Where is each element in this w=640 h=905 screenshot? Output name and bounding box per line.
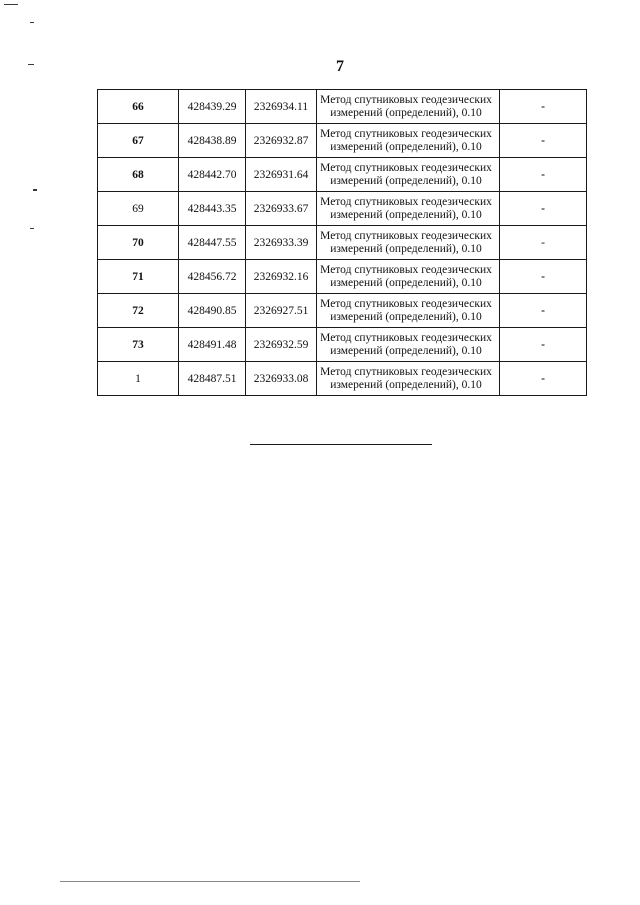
table-row — [98, 124, 587, 158]
note-cell: - — [500, 192, 587, 226]
method-line-1: Метод спутниковых геодезических — [320, 263, 492, 276]
method-line-1: Метод спутниковых геодезических — [320, 229, 492, 242]
x-coordinate-cell: 428490.85 — [179, 294, 246, 328]
method-cell — [317, 90, 500, 124]
table-row — [98, 90, 587, 124]
point-number-cell: 67 — [98, 124, 179, 158]
note-cell: - — [500, 226, 587, 260]
point-number-cell: 70 — [98, 226, 179, 260]
method-cell — [317, 158, 500, 192]
method-line-2: измерений (определений), 0.10 — [330, 106, 482, 119]
scan-mark — [4, 4, 18, 5]
method-line-1: Метод спутниковых геодезических — [320, 161, 492, 174]
y-coordinate-cell: 2326933.39 — [246, 226, 317, 260]
table-row — [98, 226, 587, 260]
x-coordinate-cell: 428442.70 — [179, 158, 246, 192]
method-line-2: измерений (определений), 0.10 — [330, 344, 482, 357]
note-cell: - — [500, 90, 587, 124]
x-coordinate-cell: 428439.29 — [179, 90, 246, 124]
method-line-2: измерений (определений), 0.10 — [330, 276, 482, 289]
table-row — [98, 362, 587, 396]
method-line-1: Метод спутниковых геодезических — [320, 331, 492, 344]
x-coordinate-cell: 428443.35 — [179, 192, 246, 226]
method-cell — [317, 362, 500, 396]
method-line-1: Метод спутниковых геодезических — [320, 93, 492, 106]
x-coordinate-cell: 428456.72 — [179, 260, 246, 294]
point-number-cell: 68 — [98, 158, 179, 192]
note-cell: - — [500, 158, 587, 192]
scan-mark — [30, 228, 34, 229]
table-row — [98, 294, 587, 328]
end-divider-line — [250, 444, 432, 445]
note-cell: - — [500, 124, 587, 158]
y-coordinate-cell: 2326931.64 — [246, 158, 317, 192]
table-row — [98, 158, 587, 192]
y-coordinate-cell: 2326933.67 — [246, 192, 317, 226]
method-line-2: измерений (определений), 0.10 — [330, 174, 482, 187]
x-coordinate-cell: 428438.89 — [179, 124, 246, 158]
note-cell: - — [500, 294, 587, 328]
note-cell: - — [500, 328, 587, 362]
method-line-1: Метод спутниковых геодезических — [320, 195, 492, 208]
method-cell — [317, 124, 500, 158]
method-cell — [317, 260, 500, 294]
x-coordinate-cell: 428487.51 — [179, 362, 246, 396]
method-cell — [317, 328, 500, 362]
method-line-2: измерений (определений), 0.10 — [330, 242, 482, 255]
method-line-2: измерений (определений), 0.10 — [330, 140, 482, 153]
y-coordinate-cell: 2326932.87 — [246, 124, 317, 158]
y-coordinate-cell: 2326934.11 — [246, 90, 317, 124]
y-coordinate-cell: 2326927.51 — [246, 294, 317, 328]
method-line-1: Метод спутниковых геодезических — [320, 127, 492, 140]
point-number-cell: 66 — [98, 90, 179, 124]
point-number-cell: 71 — [98, 260, 179, 294]
method-line-2: измерений (определений), 0.10 — [330, 310, 482, 323]
method-cell — [317, 294, 500, 328]
y-coordinate-cell: 2326932.16 — [246, 260, 317, 294]
table-row — [98, 328, 587, 362]
method-line-1: Метод спутниковых геодезических — [320, 297, 492, 310]
coordinates-table — [97, 89, 587, 396]
note-cell: - — [500, 362, 587, 396]
method-cell — [317, 192, 500, 226]
method-line-1: Метод спутниковых геодезических — [320, 365, 492, 378]
scan-mark — [30, 22, 34, 23]
point-number-cell: 1 — [98, 362, 179, 396]
method-line-2: измерений (определений), 0.10 — [330, 208, 482, 221]
y-coordinate-cell: 2326933.08 — [246, 362, 317, 396]
note-cell: - — [500, 260, 587, 294]
method-cell — [317, 226, 500, 260]
point-number-cell: 69 — [98, 192, 179, 226]
scan-mark — [33, 189, 37, 191]
table-row — [98, 192, 587, 226]
table-row — [98, 260, 587, 294]
point-number-cell: 73 — [98, 328, 179, 362]
page-number: 7 — [336, 58, 344, 75]
x-coordinate-cell: 428491.48 — [179, 328, 246, 362]
method-line-2: измерений (определений), 0.10 — [330, 378, 482, 391]
y-coordinate-cell: 2326932.59 — [246, 328, 317, 362]
bottom-edge-line — [60, 881, 360, 882]
x-coordinate-cell: 428447.55 — [179, 226, 246, 260]
scan-mark — [28, 64, 34, 65]
point-number-cell: 72 — [98, 294, 179, 328]
